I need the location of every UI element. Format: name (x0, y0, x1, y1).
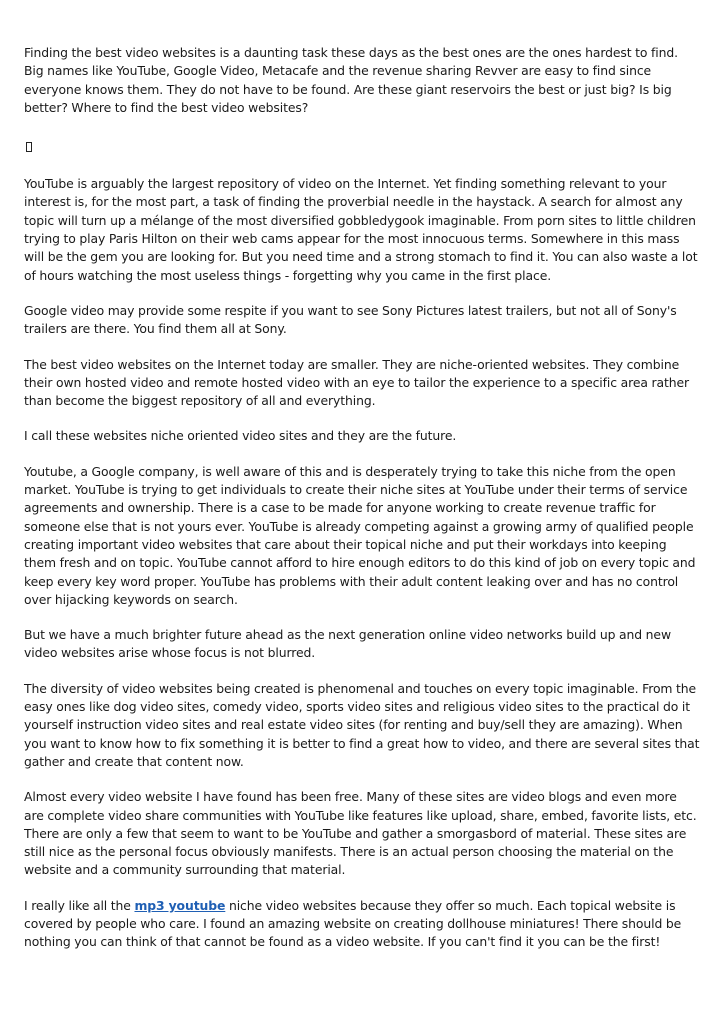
missing-glyph-icon (26, 142, 32, 152)
paragraph-intro: Finding the best video websites is a daunting task these days as the best ones are the ones hardest to find. Big names like YouTube, Google Video, Metacafe and the revenue sharing Revver are easy to find since everyone knows them. They do not have to be found. Are these giant reservoirs the best or just big? Is big better? Where to find the best video websites? (24, 45, 678, 115)
paragraph-future: But we have a much brighter future ahead as the next generation online video networks build up and new video websites arise whose focus is not blurred. (24, 627, 671, 661)
paragraph-youtube: YouTube is arguably the largest repository of video on the Internet. Yet finding something relevant to your interest is, for the most part, a task of finding the proverbial needle in the haystack. A search for almost any topic will turn up a mélange of the most diversified gobbledygook imaginable. From porn sites to little children trying to play Paris Hilton on their web cams appear for the most innocuous terms. Somewhere in this mass will be the gem you are looking for. But you need time and a strong stomach to find it. You can also waste a lot of hours watching the most useless things - forgetting why you came in the first place. (24, 176, 698, 283)
paragraph-free-sites: Almost every video website I have found has been free. Many of these sites are video blogs and even more are complete video share communities with YouTube like features like upload, share, embed, favorite lists, etc. There are only a few that seem to want to be YouTube and gather a smorgasbord of material. These sites are still nice as the personal focus obviously manifests. There is an actual person choosing the material on the website and a community surrounding that material. (24, 789, 697, 878)
paragraph-diversity: The diversity of video websites being created is phenomenal and touches on every topic imaginable. From the easy ones like dog video sites, comedy video, sports video sites and religious video sites to the practical do it yourself instruction video sites and real estate video sites (for renting and buy/sell they are amazing). When you want to know how to fix something it is better to find a great how to video, and there are several sites that gather and create that content now. (24, 680, 700, 769)
missing-glyph-line (24, 134, 700, 158)
closing-text-start: I really like all the (24, 897, 135, 913)
closing-text-end: niche video websites because they offer so much. Each topical website is covered by people who care. I found an amazing website on creating dollhouse miniatures! There should be nothing you can think of that cannot be found as a video website. If you can't find it you can be the first! (24, 897, 682, 950)
mp3-youtube-link[interactable]: mp3 youtube (134, 897, 226, 913)
paragraph-closing (24, 897, 700, 952)
paragraph-niche: I call these websites niche oriented video sites and they are the future. (24, 428, 457, 444)
paragraph-best-sites: The best video websites on the Internet today are smaller. They are niche-oriented websites. They combine their own hosted video and remote hosted video with an eye to tailor the experience to a specific area rather than become the biggest repository of all and everything. (24, 356, 689, 409)
paragraph-youtube-google: Youtube, a Google company, is well aware of this and is desperately trying to take this niche from the open market. YouTube is trying to get individuals to create their niche sites at YouTube under their terms of service agreements and ownership. There is a case to be made for anyone working to create revenue traffic for someone else that is not yours ever. YouTube is already competing against a growing army of qualified people creating important video websites that care about their topical niche and put their workdays into keeping them fresh and on topic. YouTube cannot afford to hire enough editors to do this kind of job on every topic and keep every key word proper. YouTube has problems with their adult content leaking over and has no control over hijacking keywords on search. (24, 463, 696, 607)
paragraph-google-video: Google video may provide some respite if you want to see Sony Pictures latest trailers, but not all of Sony's trailers are there. You find them all at Sony. (24, 302, 677, 337)
